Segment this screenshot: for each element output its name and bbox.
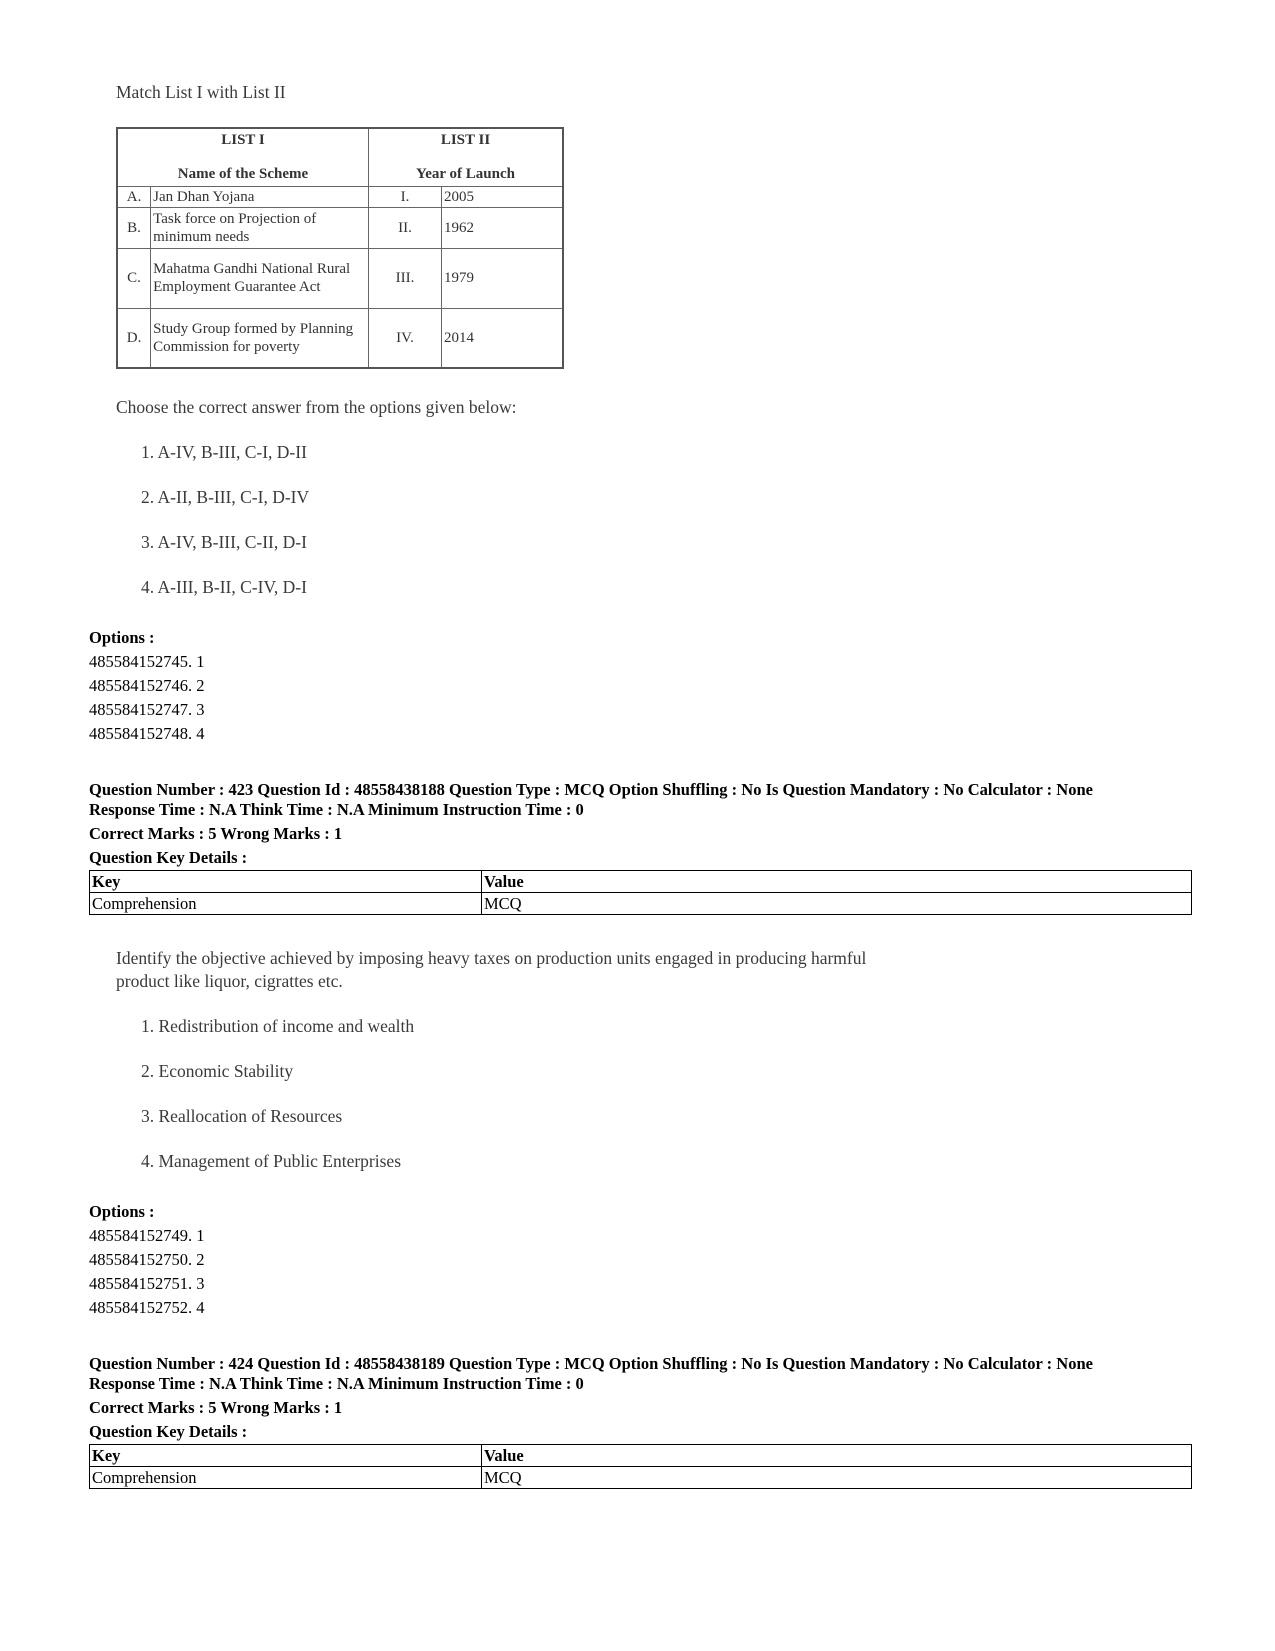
q423-option: 485584152752. 4 (89, 1298, 205, 1317)
q422-option: 485584152746. 2 (89, 676, 205, 695)
row-year: 2005 (442, 186, 564, 207)
row-roman: I. (369, 186, 442, 207)
q423-options-label: Options : (89, 1202, 155, 1221)
q423-choice: 1. Redistribution of income and wealth (141, 1016, 415, 1036)
row-scheme: Mahatma Gandhi National Rural Employment Guarantee Act (151, 248, 369, 308)
q423-marks: Correct Marks : 5 Wrong Marks : 1 (89, 824, 343, 843)
q423-choice: 3. Reallocation of Resources (141, 1106, 343, 1126)
match-row (117, 186, 563, 207)
list1-subheader: Name of the Scheme (177, 166, 309, 183)
q422-options-label: Options : (89, 628, 155, 647)
q422-option: 485584152747. 3 (89, 700, 205, 719)
q424-key-table (89, 1444, 1192, 1489)
q423-option: 485584152751. 3 (89, 1274, 205, 1293)
match-table (116, 127, 564, 369)
q424-meta-line1: Question Number : 424 Question Id : 48558438189 Question Type : MCQ Option Shuffling : No Is Question Mandatory : No Calculator : None (89, 1354, 1093, 1373)
q423-choice: 4. Management of Public Enterprises (141, 1151, 402, 1171)
q422-choice: 4. A-III, B-II, C-IV, D-I (141, 577, 307, 597)
q423-meta-line2: Response Time : N.A Think Time : N.A Minimum Instruction Time : 0 (89, 800, 584, 819)
row-letter: D. (117, 308, 151, 368)
row-roman: II. (369, 207, 442, 248)
list1-header-cell (117, 128, 369, 186)
key-header: Key (90, 871, 482, 893)
q422-instruction: Match List I with List II (116, 82, 286, 102)
q422-choice: 1. A-IV, B-III, C-I, D-II (141, 442, 307, 462)
row-roman: III. (369, 248, 442, 308)
row-year: 1962 (442, 207, 564, 248)
q422-choice: 2. A-II, B-III, C-I, D-IV (141, 487, 310, 507)
value-cell: MCQ (482, 893, 1192, 915)
key-cell: Comprehension (90, 893, 482, 915)
q423-meta-line1: Question Number : 423 Question Id : 48558438188 Question Type : MCQ Option Shuffling : No Is Question Mandatory : No Calculator : None (89, 780, 1093, 799)
match-row (117, 207, 563, 248)
value-header: Value (482, 871, 1192, 893)
row-roman: IV. (369, 308, 442, 368)
row-year: 1979 (442, 248, 564, 308)
list2-subheader: Year of Launch (416, 166, 515, 183)
row-letter: B. (117, 207, 151, 248)
row-year: 2014 (442, 308, 564, 368)
list1-header: LIST I (221, 132, 265, 149)
row-scheme: Jan Dhan Yojana (151, 186, 369, 207)
list2-header-cell (369, 128, 564, 186)
q423-key-details-label: Question Key Details : (89, 848, 248, 867)
q422-choice: 3. A-IV, B-III, C-II, D-I (141, 532, 307, 552)
q423-choice: 2. Economic Stability (141, 1061, 294, 1081)
q423-option: 485584152750. 2 (89, 1250, 205, 1269)
q424-marks: Correct Marks : 5 Wrong Marks : 1 (89, 1398, 343, 1417)
q422-option: 485584152748. 4 (89, 724, 205, 743)
q423-key-table (89, 870, 1192, 915)
q423-option: 485584152749. 1 (89, 1226, 205, 1245)
q422-option: 485584152745. 1 (89, 652, 205, 671)
q424-meta-line2: Response Time : N.A Think Time : N.A Minimum Instruction Time : 0 (89, 1374, 584, 1393)
q423-question-line1: Identify the objective achieved by imposing heavy taxes on production units engaged in producing harmful (116, 948, 867, 968)
list2-header: LIST II (440, 132, 491, 149)
q422-prompt: Choose the correct answer from the options given below: (116, 397, 517, 417)
key-cell: Comprehension (90, 1467, 482, 1489)
row-letter: C. (117, 248, 151, 308)
row-scheme: Study Group formed by Planning Commission for poverty (151, 308, 369, 368)
value-cell: MCQ (482, 1467, 1192, 1489)
row-scheme: Task force on Projection of minimum needs (151, 207, 369, 248)
q424-key-details-label: Question Key Details : (89, 1422, 248, 1441)
match-row (117, 248, 563, 308)
match-row (117, 308, 563, 368)
q423-question-line2: product like liquor, cigrattes etc. (116, 971, 343, 991)
value-header: Value (482, 1445, 1192, 1467)
row-letter: A. (117, 186, 151, 207)
key-header: Key (90, 1445, 482, 1467)
